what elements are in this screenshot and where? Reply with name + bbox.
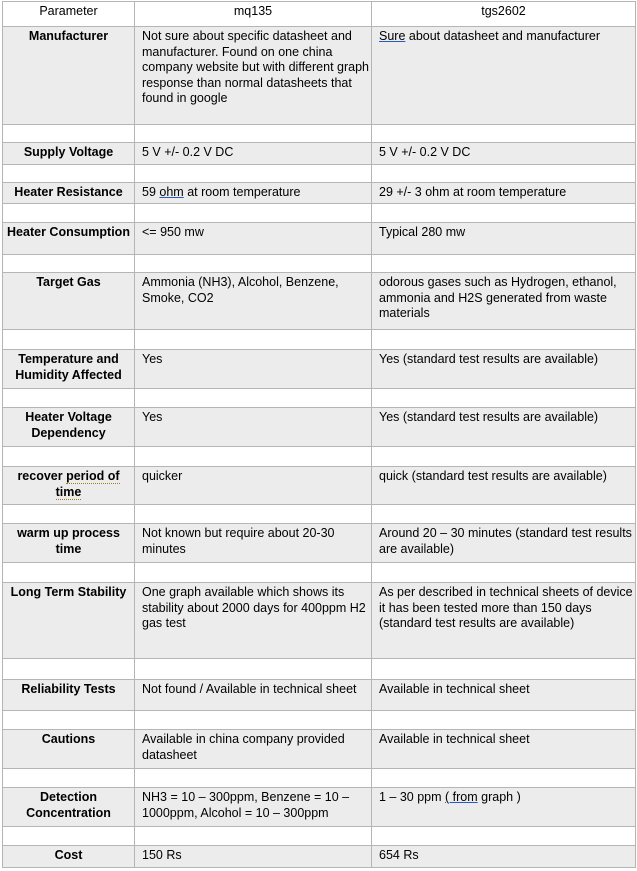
row-parameter: Reliability Tests — [3, 680, 135, 711]
row-mq135-value: <= 950 mw — [135, 223, 372, 255]
row-parameter: Heater Voltage Dependency — [3, 408, 135, 447]
row-parameter — [3, 467, 135, 505]
spacer-row — [3, 165, 636, 183]
row-parameter: Heater Resistance — [3, 183, 135, 204]
table-row — [3, 788, 636, 827]
row-mq135-value: 150 Rs — [135, 846, 372, 868]
row-parameter: Detection Concentration — [3, 788, 135, 827]
header-row — [3, 2, 636, 27]
spellcheck-marked-word[interactable]: ( from — [445, 790, 478, 804]
spacer-row — [3, 447, 636, 467]
row-tgs2602-value: Yes (standard test results are available) — [372, 350, 636, 389]
spacer-row — [3, 204, 636, 223]
row-mq135-value: Not found / Available in technical sheet — [135, 680, 372, 711]
table-row — [3, 583, 636, 659]
table-row — [3, 846, 636, 868]
row-tgs2602-value: 654 Rs — [372, 846, 636, 868]
spacer-row — [3, 769, 636, 788]
row-tgs2602-value: Around 20 – 30 minutes (standard test results are available) — [372, 524, 636, 563]
text-segment: graph ) — [477, 790, 521, 804]
row-tgs2602-value — [372, 788, 636, 827]
row-mq135-value: One graph available which shows its stability about 2000 days for 400ppm H2 gas test — [135, 583, 372, 659]
row-tgs2602-value: odorous gases such as Hydrogen, ethanol, ammonia and H2S generated from waste materials — [372, 273, 636, 330]
row-tgs2602-value: Available in technical sheet — [372, 730, 636, 769]
row-mq135-value — [135, 183, 372, 204]
table-row — [3, 730, 636, 769]
row-mq135-value: quicker — [135, 467, 372, 505]
row-mq135-value: Not sure about specific datasheet and manufacturer. Found on one china company website but with different graph response than normal datasheets that found in google — [135, 27, 372, 125]
row-parameter: Temperature and Humidity Affected — [3, 350, 135, 389]
table-row — [3, 467, 636, 505]
table-row — [3, 143, 636, 165]
spacer-row — [3, 711, 636, 730]
row-tgs2602-value: quick (standard test results are available) — [372, 467, 636, 505]
row-parameter: Long Term Stability — [3, 583, 135, 659]
text-segment: about datasheet and manufacturer — [405, 29, 600, 43]
row-tgs2602-value: 29 +/- 3 ohm at room temperature — [372, 183, 636, 204]
spellcheck-marked-word[interactable]: ohm — [159, 185, 184, 199]
spacer-row — [3, 125, 636, 143]
row-tgs2602-value: Typical 280 mw — [372, 223, 636, 255]
table-row — [3, 408, 636, 447]
header-parameter: Parameter — [3, 2, 135, 27]
row-parameter: Target Gas — [3, 273, 135, 330]
table-row — [3, 350, 636, 389]
row-tgs2602-value — [372, 27, 636, 125]
row-tgs2602-value: As per described in technical sheets of device it has been tested more than 150 days (standard test results are available) — [372, 583, 636, 659]
text-segment: at room temperature — [183, 185, 301, 199]
row-parameter: Cost — [3, 846, 135, 868]
row-parameter: Manufacturer — [3, 27, 135, 125]
spacer-row — [3, 330, 636, 350]
text-segment: 59 — [142, 185, 160, 199]
row-parameter: Cautions — [3, 730, 135, 769]
row-mq135-value: Available in china company provided datasheet — [135, 730, 372, 769]
grammar-marked-phrase[interactable]: period of time — [55, 469, 120, 499]
row-mq135-value: NH3 = 10 – 300ppm, Benzene = 10 – 1000ppm, Alcohol = 10 – 300ppm — [135, 788, 372, 827]
spacer-row — [3, 505, 636, 524]
row-tgs2602-value: 5 V +/- 0.2 V DC — [372, 143, 636, 165]
spacer-row — [3, 563, 636, 583]
text-segment: recover — [17, 469, 67, 483]
text-segment: 1 – 30 ppm — [379, 790, 446, 804]
table-row — [3, 524, 636, 563]
row-mq135-value: Yes — [135, 350, 372, 389]
row-tgs2602-value: Yes (standard test results are available) — [372, 408, 636, 447]
header-tgs2602: tgs2602 — [372, 2, 636, 27]
row-parameter: warm up process time — [3, 524, 135, 563]
row-mq135-value: 5 V +/- 0.2 V DC — [135, 143, 372, 165]
spacer-row — [3, 827, 636, 846]
table-row — [3, 183, 636, 204]
table-row — [3, 223, 636, 255]
header-mq135: mq135 — [135, 2, 372, 27]
comparison-table — [2, 1, 636, 868]
spellcheck-marked-word[interactable]: Sure — [379, 29, 406, 43]
table-row — [3, 273, 636, 330]
row-mq135-value: Yes — [135, 408, 372, 447]
table-row — [3, 27, 636, 125]
row-tgs2602-value: Available in technical sheet — [372, 680, 636, 711]
spacer-row — [3, 659, 636, 680]
table-row — [3, 680, 636, 711]
spacer-row — [3, 389, 636, 408]
row-parameter: Supply Voltage — [3, 143, 135, 165]
spacer-row — [3, 255, 636, 273]
row-mq135-value: Ammonia (NH3), Alcohol, Benzene, Smoke, CO2 — [135, 273, 372, 330]
row-mq135-value: Not known but require about 20-30 minutes — [135, 524, 372, 563]
row-parameter: Heater Consumption — [3, 223, 135, 255]
